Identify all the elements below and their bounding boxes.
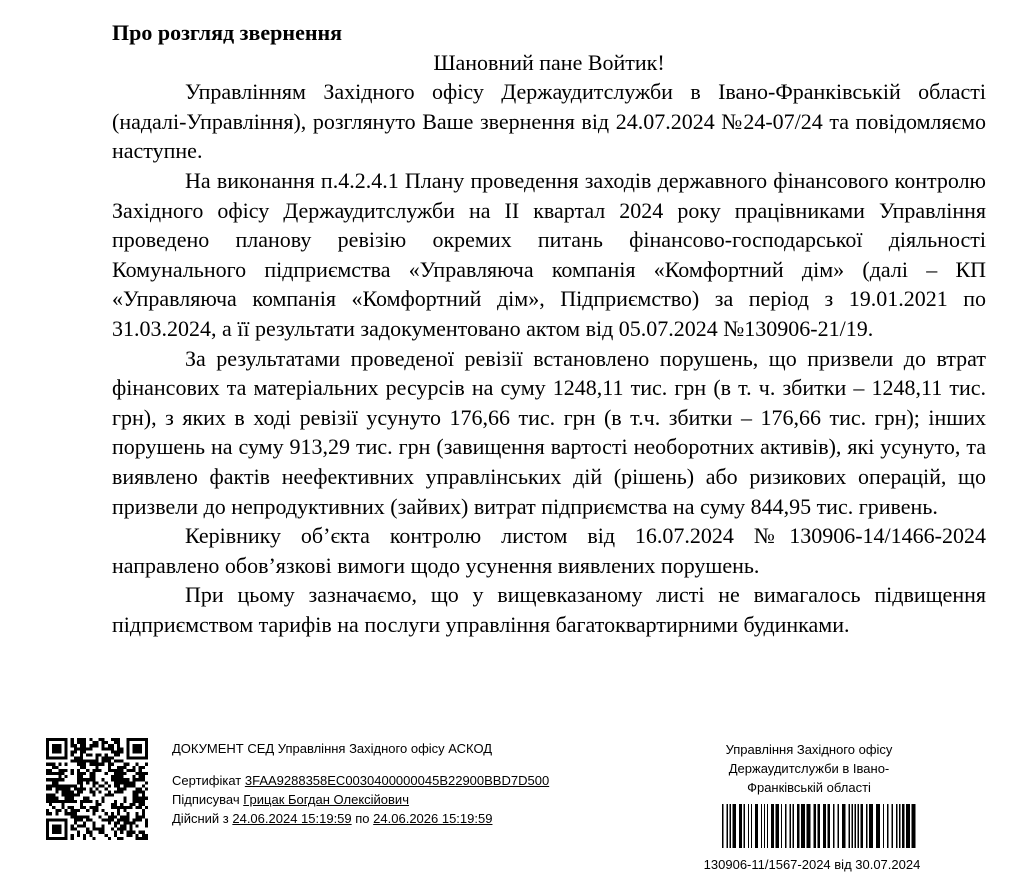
validity-to: 24.06.2026 15:19:59 <box>373 811 493 826</box>
letter-body <box>112 18 986 639</box>
signer-row <box>172 790 632 809</box>
validity-mid: по <box>355 811 370 826</box>
registration-number: 130906-11/1567-2024 від 30.07.2024 <box>703 857 921 872</box>
validity-from: 24.06.2024 15:19:59 <box>232 811 352 826</box>
certificate-label: Сертифікат <box>172 773 242 788</box>
letter-subject: Про розгляд звернення <box>112 20 343 45</box>
paragraph-5: При цьому зазначаємо, що у вищевказаному листі не вимагалось підвищення підприємством тарифів на послуги управління багатоквартирними будинками. <box>112 582 986 637</box>
signature-doc-title: ДОКУМЕНТ СЕД Управління Західного офісу АСКОД <box>172 741 493 756</box>
signer-label: Підписувач <box>172 792 240 807</box>
paragraph-1: Управлінням Західного офісу Держаудитслужби в Івано-Франківській області (надалі-Управління), розглянуто Ваше звернення від 24.07.2024 №24-07/24 та повідомляємо наступне. <box>112 79 986 164</box>
registration-org-name: Управління Західного офісу Держаудитслужби в Івано-Франківській області <box>725 742 893 795</box>
validity-row <box>172 809 632 828</box>
certificate-value: 3FAA9288358EC0030400000045B22900BBD7D500 <box>244 773 550 788</box>
letter-greeting: Шановний пане Войтик! <box>433 49 665 75</box>
certificate-row <box>172 771 632 790</box>
paragraph-3: За результатами проведеної ревізії встановлено порушень, що призвели до втрат фінансових та матеріальних ресурсів на суму 1248,11 тис. грн (в т. ч. збитки – 1248,11 тис. грн), з яких в ході ревізії усунуто 176,66 тис. грн (в т.ч. збитки – 176,66 тис. грн); інших порушень на суму 913,29 тис. грн (завищення вартості необоротних активів), які усунуто, та виявлено фактів неефективних управлінських дій (рішень) або ризикових операцій, що призвели до непродуктивних (зайвих) витрат підприємства на суму 844,95 тис. гривень. <box>112 345 986 519</box>
signer-value: Грицак Богдан Олексійович <box>243 792 409 807</box>
paragraph-2: На виконання п.4.2.4.1 Плану проведення заходів державного фінансового контролю Західного офісу Держаудитслужби на ІІ квартал 2024 року працівниками Управління проведено планову ревізію окремих питань фінансово-господарської діяльності Комунального підприємства «Управляюча компанія «Комфортний дім» (далі – КП «Управляюча компанія «Комфортний дім», Підприємство) за період з 19.01.2021 по 31.03.2024, а її результати задокументовано актом від 05.07.2024 №130906-21/19. <box>112 167 986 341</box>
barcode-icon <box>722 804 922 848</box>
signature-block <box>172 739 632 828</box>
paragraph-4: Керівнику об’єкта контролю листом від 16.07.2024 №130906-14/1466-2024 направлено обов’язкові вимоги щодо усунення виявлених порушень. <box>112 523 986 578</box>
validity-label: Дійсний з <box>172 811 229 826</box>
qr-code-icon <box>46 738 148 840</box>
